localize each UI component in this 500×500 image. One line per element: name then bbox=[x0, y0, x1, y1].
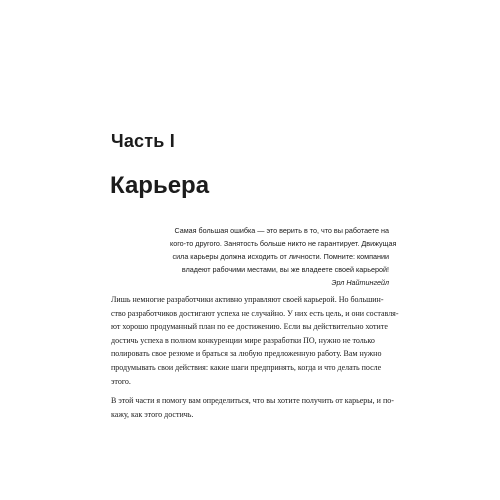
epigraph-line: Самая большая ошибка — это верить в то, что вы работаете на bbox=[174, 226, 389, 235]
text-line: ство разработчиков достигают успеха не случайно. У них есть цель, и они составля- bbox=[111, 308, 399, 318]
paragraph bbox=[111, 394, 394, 421]
text-line: Лишь немногие разработчики активно управляют своей карьерой. Но большин- bbox=[111, 295, 384, 304]
text-line: кажу, как этого достичь. bbox=[111, 409, 194, 419]
text-line: полировать свое резюме и браться за любую предложенную работу. Вам нужно bbox=[111, 349, 382, 359]
epigraph bbox=[170, 224, 397, 289]
text-line: достичь успеха в полном конкуренции мире разработки ПО, нужно не только bbox=[111, 335, 375, 345]
epigraph-line: владеют рабочими местами, вы же владеете своей карьерой! bbox=[181, 265, 389, 274]
epigraph-line: сила карьеры должна исходить от личности. Помните: компании bbox=[172, 252, 389, 261]
text-line: ют хорошо продуманный план по ее достижению. Если вы действительно хотите bbox=[111, 322, 388, 332]
chapter-title: Карьера bbox=[110, 172, 210, 199]
part-label: Часть I bbox=[111, 131, 175, 151]
text-line: этого. bbox=[111, 376, 131, 386]
body-text bbox=[111, 293, 399, 421]
text-line: В этой части я помогу вам определиться, что вы хотите получить от карьеры, и по- bbox=[111, 396, 394, 406]
text-line: продумывать свои действия: какие шаги предпринять, когда и что делать после bbox=[111, 362, 382, 372]
epigraph-line: кого-то другого. Занятость больше никто не гарантирует. Движущая bbox=[170, 239, 397, 248]
epigraph-author: Эрл Найтингейл bbox=[331, 278, 389, 287]
paragraph bbox=[111, 293, 399, 388]
